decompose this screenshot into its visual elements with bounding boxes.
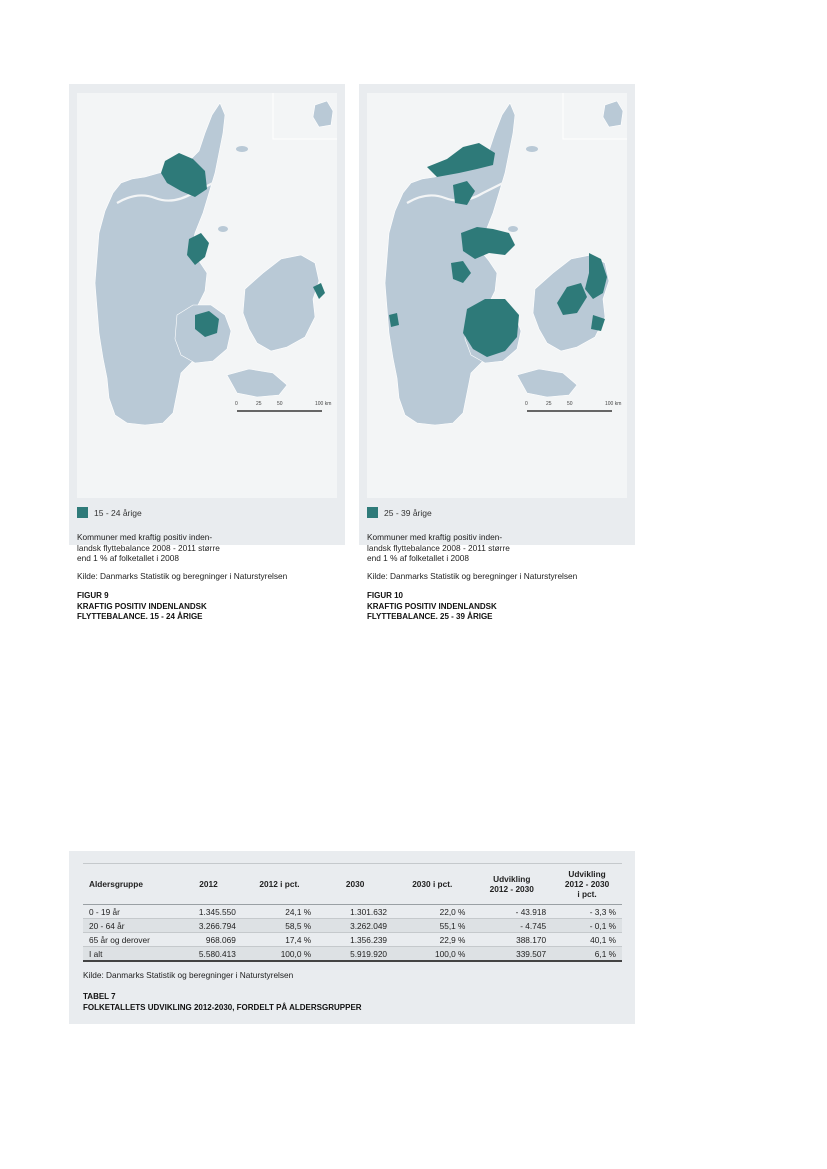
cell-age-group: 65 år og derover — [83, 933, 175, 947]
lolland-shape — [227, 369, 287, 397]
cell-development: - 43.918 — [471, 905, 552, 919]
cell-2030-pct: 55,1 % — [393, 919, 471, 933]
cell-2012-pct: 100,0 % — [242, 947, 317, 962]
table-total-row — [83, 947, 622, 962]
cell-age-group: 20 - 64 år — [83, 919, 175, 933]
scale-tick-50: 50 — [567, 401, 573, 407]
cell-age-group: 0 - 19 år — [83, 905, 175, 919]
cell-2012: 3.266.794 — [175, 919, 242, 933]
header-2012-pct: 2012 i pct. — [242, 864, 317, 905]
cell-development-pct: - 0,1 % — [552, 919, 622, 933]
figure-description: Kommuner med kraftig positiv inden- landsk flyttebalance 2008 - 2011 større end 1 % af folketallet i 2008 — [367, 532, 510, 563]
table-row — [83, 933, 622, 947]
cell-2030: 1.301.632 — [317, 905, 393, 919]
zealand-shape — [243, 255, 319, 351]
map-svg — [367, 93, 627, 498]
cell-2012: 1.345.550 — [175, 905, 242, 919]
cell-2030: 5.919.920 — [317, 947, 393, 962]
table-7-panel — [69, 851, 635, 1024]
legend — [367, 507, 432, 518]
cell-development: 388.170 — [471, 933, 552, 947]
cell-2030-pct: 100,0 % — [393, 947, 471, 962]
cell-2012-pct: 58,5 % — [242, 919, 317, 933]
legend-swatch — [77, 507, 88, 518]
scale-bar — [235, 401, 332, 421]
cell-development-pct: 6,1 % — [552, 947, 622, 962]
lolland-shape — [517, 369, 577, 397]
figure-source: Kilde: Danmarks Statistik og beregninger i Naturstyrelsen — [367, 571, 578, 581]
island — [526, 146, 538, 152]
cell-2030-pct: 22,9 % — [393, 933, 471, 947]
header-2030-pct: 2030 i pct. — [393, 864, 471, 905]
highlight-aarhus — [461, 227, 515, 259]
cell-development-pct: - 3,3 % — [552, 905, 622, 919]
cell-2012-pct: 24,1 % — [242, 905, 317, 919]
legend-swatch — [367, 507, 378, 518]
cell-development-pct: 40,1 % — [552, 933, 622, 947]
legend-label: 25 - 39 årige — [384, 507, 432, 518]
scale-tick-100: 100 km — [605, 401, 622, 407]
population-table — [83, 863, 622, 962]
cell-age-group: I alt — [83, 947, 175, 962]
scale-tick-0: 0 — [235, 401, 238, 407]
scale-tick-0: 0 — [525, 401, 528, 407]
cell-2012: 968.069 — [175, 933, 242, 947]
island — [508, 226, 518, 232]
scale-tick-25: 25 — [256, 401, 262, 407]
figure-title: KRAFTIG POSITIV INDENLANDSK FLYTTEBALANCE. 15 - 24 ÅRIGE — [77, 602, 207, 621]
bornholm-shape — [313, 101, 333, 127]
figure-9-panel — [69, 84, 345, 621]
legend-label: 15 - 24 årige — [94, 507, 142, 518]
figure-source: Kilde: Danmarks Statistik og beregninger i Naturstyrelsen — [77, 571, 288, 581]
cell-2012-pct: 17,4 % — [242, 933, 317, 947]
scale-tick-50: 50 — [277, 401, 283, 407]
figure-description: Kommuner med kraftig positiv inden- landsk flyttebalance 2008 - 2011 større end 1 % af folketallet i 2008 — [77, 532, 220, 563]
bornholm-shape — [603, 101, 623, 127]
figure-title: KRAFTIG POSITIV INDENLANDSK FLYTTEBALANCE. 25 - 39 ÅRIGE — [367, 602, 497, 621]
cell-2030: 3.262.049 — [317, 919, 393, 933]
denmark-map — [367, 93, 627, 498]
cell-development: 339.507 — [471, 947, 552, 962]
cell-2030-pct: 22,0 % — [393, 905, 471, 919]
map-svg — [77, 93, 337, 498]
header-2030: 2030 — [317, 864, 393, 905]
scale-tick-100: 100 km — [315, 401, 332, 407]
header-age-group: Aldersgruppe — [83, 864, 175, 905]
figure-number: FIGUR 10 — [367, 591, 404, 600]
cell-development: - 4.745 — [471, 919, 552, 933]
jutland-shape — [385, 103, 515, 425]
header-development-pct: Udvikling 2012 - 2030 i pct. — [552, 864, 622, 905]
scale-tick-25: 25 — [546, 401, 552, 407]
cell-2030: 1.356.239 — [317, 933, 393, 947]
figure-10-panel — [359, 84, 635, 621]
table-title: FOLKETALLETS UDVIKLING 2012-2030, FORDELT PÅ ALDERSGRUPPER — [83, 1003, 362, 1012]
jutland-shape — [95, 103, 225, 425]
table-source: Kilde: Danmarks Statistik og beregninger i Naturstyrelsen — [83, 970, 294, 980]
table-row — [83, 905, 622, 919]
table-header-row — [83, 864, 622, 905]
header-development: Udvikling 2012 - 2030 — [471, 864, 552, 905]
denmark-map — [77, 93, 337, 498]
table-row — [83, 919, 622, 933]
scale-bar — [525, 401, 622, 421]
island — [236, 146, 248, 152]
table-number: TABEL 7 — [83, 992, 116, 1001]
legend — [77, 507, 142, 518]
cell-2012: 5.580.413 — [175, 947, 242, 962]
island — [218, 226, 228, 232]
header-2012: 2012 — [175, 864, 242, 905]
figure-number: FIGUR 9 — [77, 591, 109, 600]
